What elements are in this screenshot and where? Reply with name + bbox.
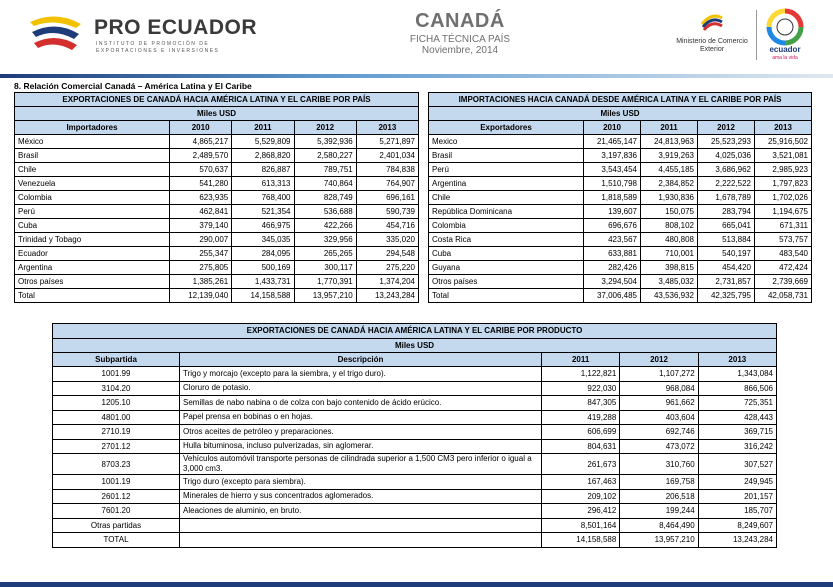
description-cell — [180, 518, 542, 533]
value-cell: 3,521,081 — [755, 149, 812, 163]
value-cell: 1,343,084 — [698, 367, 776, 382]
value-cell: 167,463 — [542, 475, 620, 490]
value-cell: 922,030 — [542, 381, 620, 396]
value-cell: 3,197,836 — [584, 149, 641, 163]
row-label-cell: República Dominicana — [429, 205, 584, 219]
value-cell: 2,489,570 — [170, 149, 232, 163]
document-date: Noviembre, 2014 — [421, 45, 499, 56]
row-label-cell: Argentina — [15, 261, 170, 275]
value-cell: 710,001 — [641, 247, 698, 261]
table-row — [429, 219, 812, 233]
value-cell: 764,907 — [356, 177, 418, 191]
value-cell: 454,420 — [698, 261, 755, 275]
value-cell: 25,523,293 — [698, 135, 755, 149]
row-label-cell: 2701.12 — [53, 439, 180, 454]
value-cell: 150,075 — [641, 205, 698, 219]
value-cell: 316,242 — [698, 439, 776, 454]
value-cell: 13,243,284 — [698, 533, 776, 548]
value-cell: 139,607 — [584, 205, 641, 219]
value-cell: 623,935 — [170, 191, 232, 205]
description-cell: Trigo y morcajo (excepto para la siembra, y el trigo duro). — [180, 367, 542, 382]
value-cell: 403,604 — [620, 410, 698, 425]
value-cell: 808,102 — [641, 219, 698, 233]
page-header — [0, 0, 833, 78]
value-cell: 1,385,261 — [170, 275, 232, 289]
row-label-cell: Chile — [429, 191, 584, 205]
description-cell: Vehículos automóvil transporte personas de cilindrada superior a 1,500 CM3 pero inferior o igual a 3,000 cm3. — [180, 454, 542, 475]
table-row — [15, 205, 419, 219]
table-row — [53, 475, 777, 490]
ecuador-brand-icon — [766, 8, 804, 46]
value-cell: 1,374,204 — [356, 275, 418, 289]
column-header: Exportadores — [429, 121, 584, 135]
table-row — [429, 205, 812, 219]
row-label-cell: Costa Rica — [429, 233, 584, 247]
table-header-row — [429, 121, 812, 135]
table-row — [15, 275, 419, 289]
column-header: 2013 — [755, 121, 812, 135]
value-cell: 329,956 — [294, 233, 356, 247]
description-cell: Papel prensa en bobinas o en hojas. — [180, 410, 542, 425]
value-cell: 422,266 — [294, 219, 356, 233]
value-cell: 290,007 — [170, 233, 232, 247]
column-header: 2012 — [620, 353, 698, 367]
value-cell: 1,770,391 — [294, 275, 356, 289]
value-cell: 2,731,857 — [698, 275, 755, 289]
logo-subtitle-1: INSTITUTO DE PROMOCIÓN DE — [96, 41, 210, 47]
table-row — [53, 439, 777, 454]
row-label-cell: 8703.23 — [53, 454, 180, 475]
value-cell: 740,864 — [294, 177, 356, 191]
row-label-cell: Venezuela — [15, 177, 170, 191]
value-cell: 961,662 — [620, 396, 698, 411]
value-cell: 847,305 — [542, 396, 620, 411]
value-cell: 42,325,795 — [698, 289, 755, 303]
table-row — [15, 177, 419, 191]
value-cell: 12,139,040 — [170, 289, 232, 303]
value-cell: 2,739,669 — [755, 275, 812, 289]
row-label-cell: Cuba — [15, 219, 170, 233]
value-cell: 1,433,731 — [232, 275, 294, 289]
column-header: Importadores — [15, 121, 170, 135]
value-cell: 3,485,032 — [641, 275, 698, 289]
logo-title: PRO ECUADOR — [94, 16, 258, 39]
value-cell: 398,815 — [641, 261, 698, 275]
value-cell: 2,384,852 — [641, 177, 698, 191]
table-row — [53, 533, 777, 548]
table-row — [53, 367, 777, 382]
table-row — [429, 177, 812, 191]
row-label-cell: Otros países — [429, 275, 584, 289]
value-cell: 185,707 — [698, 504, 776, 519]
description-cell: Aleaciones de aluminio, en bruto. — [180, 504, 542, 519]
value-cell: 310,760 — [620, 454, 698, 475]
value-cell: 462,841 — [170, 205, 232, 219]
table-header-row — [15, 121, 419, 135]
column-header: 2010 — [584, 121, 641, 135]
value-cell: 540,197 — [698, 247, 755, 261]
ecuador-brand-name: ecuador — [769, 45, 801, 54]
value-cell: 25,916,502 — [755, 135, 812, 149]
value-cell: 24,813,963 — [641, 135, 698, 149]
table-row — [15, 149, 419, 163]
value-cell: 209,102 — [542, 489, 620, 504]
row-label-cell: Colombia — [15, 191, 170, 205]
value-cell: 5,529,809 — [232, 135, 294, 149]
value-cell: 3,919,263 — [641, 149, 698, 163]
value-cell: 454,716 — [356, 219, 418, 233]
value-cell: 784,838 — [356, 163, 418, 177]
description-cell — [180, 533, 542, 548]
value-cell: 536,688 — [294, 205, 356, 219]
table-row — [15, 261, 419, 275]
row-label-cell: 3104.20 — [53, 381, 180, 396]
value-cell: 1,797,823 — [755, 177, 812, 191]
value-cell: 1,930,836 — [641, 191, 698, 205]
table-row — [15, 135, 419, 149]
row-label-cell: Total — [429, 289, 584, 303]
value-cell: 4,455,185 — [641, 163, 698, 177]
ministry-name: Ministerio de Comercio Exterior — [676, 38, 748, 53]
value-cell: 300,117 — [294, 261, 356, 275]
value-cell: 473,072 — [620, 439, 698, 454]
value-cell: 282,426 — [584, 261, 641, 275]
value-cell: 43,536,932 — [641, 289, 698, 303]
value-cell: 480,808 — [641, 233, 698, 247]
value-cell: 169,758 — [620, 475, 698, 490]
value-cell: 283,794 — [698, 205, 755, 219]
row-label-cell: Brasil — [429, 149, 584, 163]
value-cell: 13,957,210 — [620, 533, 698, 548]
value-cell: 513,884 — [698, 233, 755, 247]
column-header: 2011 — [542, 353, 620, 367]
value-cell: 1,702,026 — [755, 191, 812, 205]
value-cell: 4,025,036 — [698, 149, 755, 163]
value-cell: 968,084 — [620, 381, 698, 396]
row-label-cell: México — [15, 135, 170, 149]
value-cell: 633,881 — [584, 247, 641, 261]
value-cell: 284,095 — [232, 247, 294, 261]
table-unit: Miles USD — [53, 338, 777, 353]
table-title: IMPORTACIONES HACIA CANADÁ DESDE AMÉRICA LATINA Y EL CARIBE POR PAÍS — [429, 93, 812, 107]
value-cell: 613,313 — [232, 177, 294, 191]
value-cell: 692,746 — [620, 425, 698, 440]
row-label-cell: 1205.10 — [53, 396, 180, 411]
column-header: 2011 — [641, 121, 698, 135]
value-cell: 570,637 — [170, 163, 232, 177]
ministry-emblem-icon — [700, 8, 724, 32]
row-label-cell: TOTAL — [53, 533, 180, 548]
value-cell: 206,518 — [620, 489, 698, 504]
table-header-row — [53, 353, 777, 367]
table-row — [429, 247, 812, 261]
column-header: 2013 — [356, 121, 418, 135]
header-band — [0, 74, 833, 78]
value-cell: 2,401,034 — [356, 149, 418, 163]
table-row — [15, 219, 419, 233]
row-label-cell: Mexico — [429, 135, 584, 149]
row-label-cell: Perú — [15, 205, 170, 219]
value-cell: 201,157 — [698, 489, 776, 504]
value-cell: 21,465,147 — [584, 135, 641, 149]
value-cell: 828,749 — [294, 191, 356, 205]
value-cell: 37,006,485 — [584, 289, 641, 303]
value-cell: 2,985,923 — [755, 163, 812, 177]
value-cell: 335,020 — [356, 233, 418, 247]
row-label-cell: Perú — [429, 163, 584, 177]
value-cell: 696,676 — [584, 219, 641, 233]
row-label-cell: 1001.99 — [53, 367, 180, 382]
value-cell: 826,887 — [232, 163, 294, 177]
row-label-cell: Ecuador — [15, 247, 170, 261]
column-header: 2012 — [294, 121, 356, 135]
section-title: 8. Relación Comercial Canadá – América Latina y El Caribe — [14, 81, 252, 91]
value-cell: 1,678,789 — [698, 191, 755, 205]
value-cell: 255,347 — [170, 247, 232, 261]
table-row — [429, 261, 812, 275]
value-cell: 2,580,227 — [294, 149, 356, 163]
value-cell: 768,400 — [232, 191, 294, 205]
value-cell: 294,548 — [356, 247, 418, 261]
description-cell: Minerales de hierro y sus concentrados aglomerados. — [180, 489, 542, 504]
value-cell: 261,673 — [542, 454, 620, 475]
column-header: 2011 — [232, 121, 294, 135]
value-cell: 606,699 — [542, 425, 620, 440]
table-row — [53, 454, 777, 475]
value-cell: 1,194,675 — [755, 205, 812, 219]
value-cell: 541,280 — [170, 177, 232, 191]
value-cell: 8,249,607 — [698, 518, 776, 533]
row-label-cell: Argentina — [429, 177, 584, 191]
proecuador-logo — [10, 8, 260, 63]
table-row — [53, 489, 777, 504]
table-row — [429, 191, 812, 205]
value-cell: 419,288 — [542, 410, 620, 425]
value-cell: 725,351 — [698, 396, 776, 411]
value-cell: 249,945 — [698, 475, 776, 490]
table-row — [429, 233, 812, 247]
value-cell: 199,244 — [620, 504, 698, 519]
description-cell: Otros aceites de petróleo y preparaciones. — [180, 425, 542, 440]
row-label-cell: 2601.12 — [53, 489, 180, 504]
table-row — [53, 504, 777, 519]
imports-by-country-table — [428, 92, 812, 303]
footer-bar — [0, 582, 833, 587]
table-row — [15, 191, 419, 205]
value-cell: 573,757 — [755, 233, 812, 247]
table-row — [429, 149, 812, 163]
table-row — [53, 425, 777, 440]
value-cell: 1,510,798 — [584, 177, 641, 191]
value-cell: 590,739 — [356, 205, 418, 219]
value-cell: 466,975 — [232, 219, 294, 233]
value-cell: 14,158,588 — [542, 533, 620, 548]
table-row — [15, 163, 419, 177]
row-label-cell: Trinidad y Tobago — [15, 233, 170, 247]
table-row — [429, 163, 812, 177]
row-label-cell: 2710.19 — [53, 425, 180, 440]
description-cell: Hulla bituminosa, incluso pulverizadas, sin aglomerar. — [180, 439, 542, 454]
value-cell: 472,424 — [755, 261, 812, 275]
value-cell: 423,567 — [584, 233, 641, 247]
value-cell: 369,715 — [698, 425, 776, 440]
value-cell: 804,631 — [542, 439, 620, 454]
logo-divider — [756, 10, 757, 60]
table-unit: Miles USD — [429, 107, 812, 121]
column-header: Subpartida — [53, 353, 180, 367]
table-unit: Miles USD — [15, 107, 419, 121]
row-label-cell: Colombia — [429, 219, 584, 233]
table-row — [429, 275, 812, 289]
exports-by-product-table — [52, 323, 777, 548]
table-row — [429, 289, 812, 303]
value-cell: 8,501,164 — [542, 518, 620, 533]
exports-by-country-table — [14, 92, 419, 303]
value-cell: 379,140 — [170, 219, 232, 233]
description-cell: Semillas de nabo nabina o de colza con bajo contenido de ácido erúcico. — [180, 396, 542, 411]
table-row — [53, 396, 777, 411]
value-cell: 483,540 — [755, 247, 812, 261]
proecuador-logo-icon — [28, 12, 83, 60]
table-title: EXPORTACIONES DE CANADÁ HACIA AMÉRICA LATINA Y EL CARIBE POR PAÍS — [15, 93, 419, 107]
column-header: 2012 — [698, 121, 755, 135]
value-cell: 2,222,522 — [698, 177, 755, 191]
value-cell: 3,294,504 — [584, 275, 641, 289]
value-cell: 665,041 — [698, 219, 755, 233]
ecuador-brand-tagline: ama la vida — [772, 55, 798, 61]
column-header: 2010 — [170, 121, 232, 135]
value-cell: 696,161 — [356, 191, 418, 205]
value-cell: 866,506 — [698, 381, 776, 396]
table-row — [53, 381, 777, 396]
table-row — [15, 247, 419, 261]
value-cell: 5,271,897 — [356, 135, 418, 149]
value-cell: 428,443 — [698, 410, 776, 425]
value-cell: 275,220 — [356, 261, 418, 275]
value-cell: 3,543,454 — [584, 163, 641, 177]
table-title: EXPORTACIONES DE CANADÁ HACIA AMÉRICA LATINA Y EL CARIBE POR PRODUCTO — [53, 324, 777, 339]
government-logos — [670, 8, 830, 68]
value-cell: 275,805 — [170, 261, 232, 275]
value-cell: 1,107,272 — [620, 367, 698, 382]
value-cell: 4,865,217 — [170, 135, 232, 149]
value-cell: 671,311 — [755, 219, 812, 233]
row-label-cell: 1001.19 — [53, 475, 180, 490]
logo-subtitle-2: EXPORTACIONES E INVERSIONES — [96, 48, 220, 54]
column-header: Descripción — [180, 353, 542, 367]
value-cell: 13,243,284 — [356, 289, 418, 303]
column-header: 2013 — [698, 353, 776, 367]
table-row — [15, 233, 419, 247]
value-cell: 307,527 — [698, 454, 776, 475]
value-cell: 5,392,936 — [294, 135, 356, 149]
row-label-cell: Cuba — [429, 247, 584, 261]
row-label-cell: Brasil — [15, 149, 170, 163]
value-cell: 13,957,210 — [294, 289, 356, 303]
document-title: CANADÁ — [415, 10, 505, 32]
document-subtitle: FICHA TÉCNICA PAÍS — [409, 34, 511, 45]
value-cell: 14,158,588 — [232, 289, 294, 303]
value-cell: 1,818,589 — [584, 191, 641, 205]
value-cell: 500,169 — [232, 261, 294, 275]
row-label-cell: Otras partidas — [53, 518, 180, 533]
row-label-cell: Total — [15, 289, 170, 303]
row-label-cell: Chile — [15, 163, 170, 177]
value-cell: 3,686,962 — [698, 163, 755, 177]
value-cell: 521,354 — [232, 205, 294, 219]
table-row — [53, 518, 777, 533]
description-cell: Cloruro de potasio. — [180, 381, 542, 396]
value-cell: 42,058,731 — [755, 289, 812, 303]
value-cell: 345,035 — [232, 233, 294, 247]
row-label-cell: 7601.20 — [53, 504, 180, 519]
document-title-block — [380, 10, 540, 56]
value-cell: 8,464,490 — [620, 518, 698, 533]
description-cell: Trigo duro (excepto para siembra). — [180, 475, 542, 490]
row-label-cell: Otros países — [15, 275, 170, 289]
value-cell: 789,751 — [294, 163, 356, 177]
table-row — [53, 410, 777, 425]
row-label-cell: 4801.00 — [53, 410, 180, 425]
value-cell: 296,412 — [542, 504, 620, 519]
value-cell: 1,122,821 — [542, 367, 620, 382]
table-row — [15, 289, 419, 303]
table-row — [429, 135, 812, 149]
value-cell: 265,265 — [294, 247, 356, 261]
row-label-cell: Guyana — [429, 261, 584, 275]
value-cell: 2,868,820 — [232, 149, 294, 163]
